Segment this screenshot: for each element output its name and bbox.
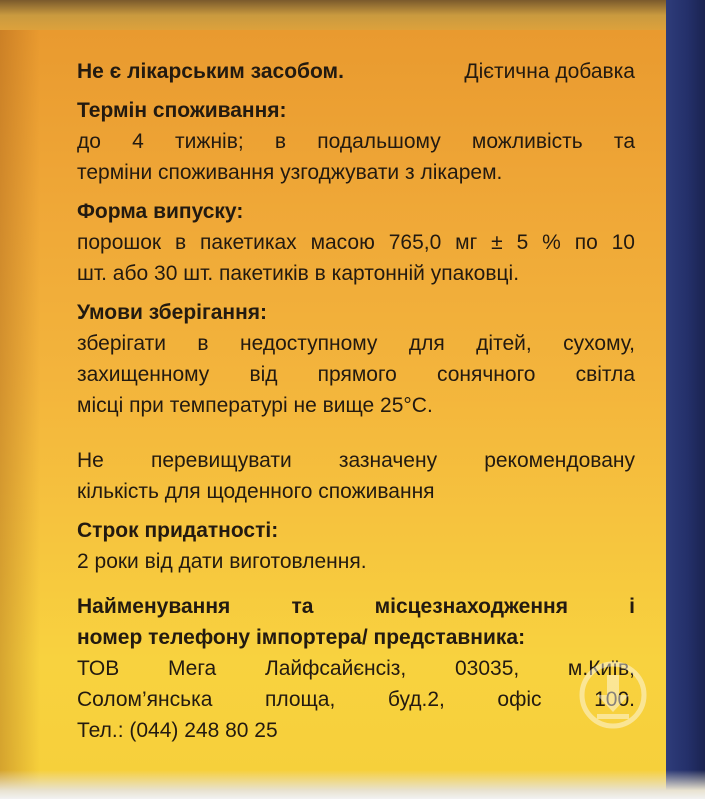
form-line-1: порошок в пакетиках масою 765,0 мг ± 5 % по 10 xyxy=(77,231,635,254)
package-face-shadow xyxy=(0,30,40,799)
importer-line-1: ТОВ Мега Лайфсайєнсіз, 03035, м.Київ, xyxy=(77,657,635,680)
importer-phone: Тел.: (044) 248 80 25 xyxy=(77,719,278,742)
consumption-line-1: до 4 тижнів; в подальшому можливість та xyxy=(77,130,635,153)
storage-title: Умови зберігання: xyxy=(77,301,268,324)
package-bottom-edge xyxy=(0,770,705,799)
importer-title-2: номер телефону імпортера/ представника: xyxy=(77,626,526,649)
storage-line-2: захищенному від прямого сонячного світла xyxy=(77,363,635,386)
storage-line-3: місці при температурі не вище 25°С. xyxy=(77,394,433,417)
importer-line-2: Солом’янська площа, буд.2, офіс 100. xyxy=(77,688,635,711)
form-line-2: шт. або 30 шт. пакетиків в картонній упаковці. xyxy=(77,262,520,285)
header-row xyxy=(77,56,635,87)
download-watermark-icon xyxy=(578,660,648,730)
shelf-life-title: Строк придатності: xyxy=(77,519,279,542)
consumption-line-2: терміни споживання узгоджувати з лікарем. xyxy=(77,161,503,184)
package-side-blue xyxy=(666,0,705,799)
importer-title-1: Найменування та місцезнаходження і xyxy=(77,595,635,618)
warning-line-1: Не перевищувати зазначену рекомендовану xyxy=(77,449,635,472)
shelf-life-line: 2 роки від дати виготовлення. xyxy=(77,550,367,573)
form-title: Форма випуску: xyxy=(77,200,244,223)
warning-line-2: кількість для щоденного споживання xyxy=(77,480,435,503)
storage-line-1: зберігати в недоступному для дітей, сухому, xyxy=(77,332,635,355)
consumption-title: Термін споживання: xyxy=(77,99,287,122)
label-text xyxy=(77,56,635,746)
not-medicine-note: Не є лікарським засобом. xyxy=(77,60,344,83)
supplement-note: Дієтична добавка xyxy=(464,60,635,83)
